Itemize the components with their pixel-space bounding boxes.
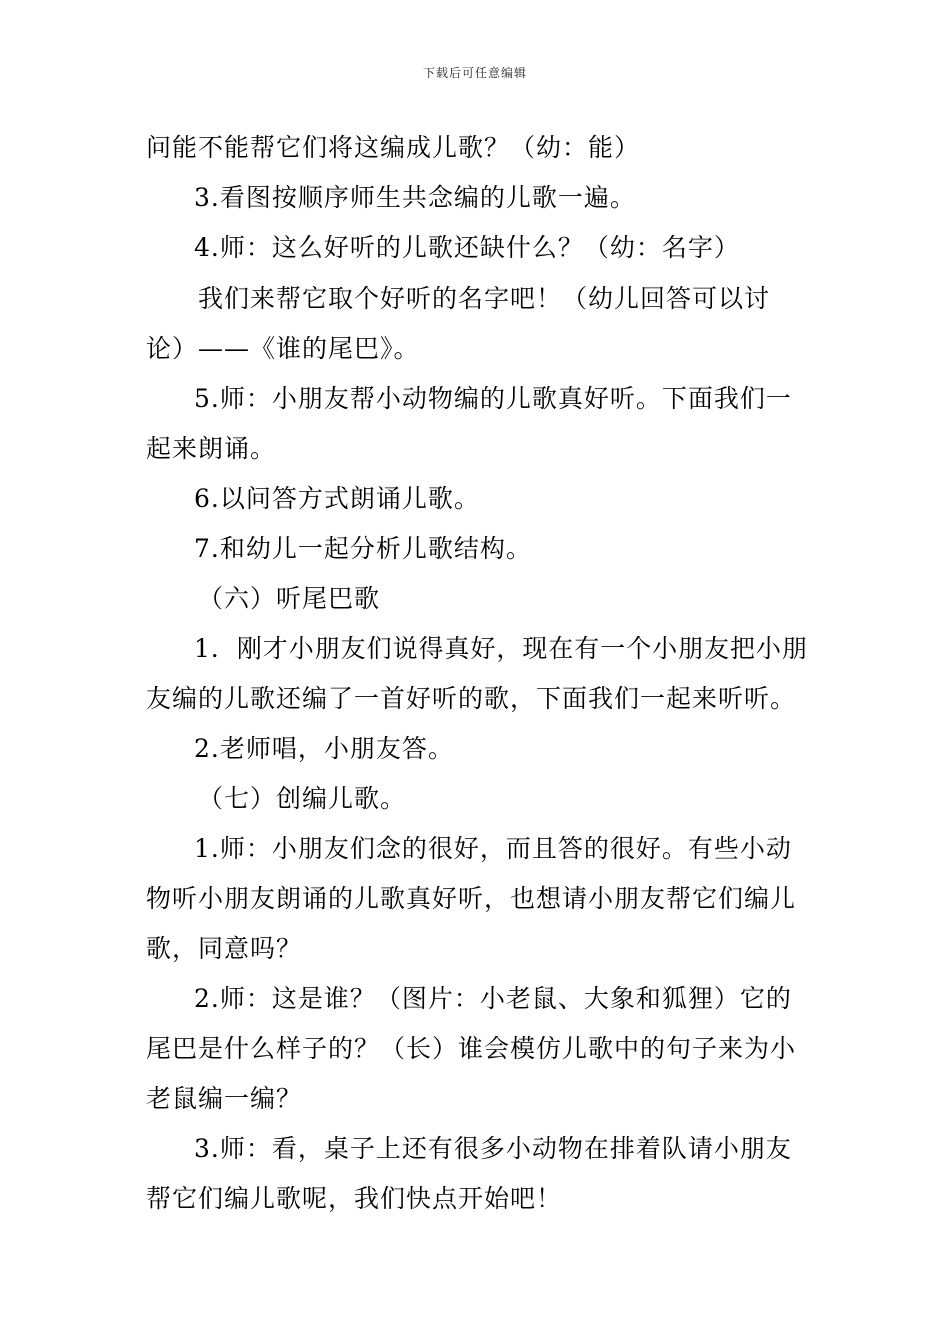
text-line: 2.师：这是谁？（图片：小老鼠、大象和狐狸）它的	[194, 984, 792, 1013]
page-header: 下载后可任意编辑	[422, 66, 527, 80]
text-line: 7.和幼儿一起分析儿歌结构。	[194, 534, 532, 563]
text-line: 论）——《谁的尾巴》。	[146, 334, 420, 363]
text-line: 3.看图按顺序师生共念编的儿歌一遍。	[194, 183, 636, 212]
text-line: 3.师：看，桌子上还有很多小动物在排着队请小朋友	[194, 1134, 792, 1163]
text-line: 友编的儿歌还编了一首好听的歌，下面我们一起来听听。	[146, 684, 797, 713]
text-line: 5.师：小朋友帮小动物编的儿歌真好听。下面我们一	[194, 384, 792, 413]
text-line: 2.老师唱，小朋友答。	[194, 734, 454, 763]
text-line: 歌，同意吗？	[146, 934, 303, 963]
text-line: 1.师：小朋友们念的很好，而且答的很好。有些小动	[194, 834, 792, 863]
text-line: 1．刚才小朋友们说得真好，现在有一个小朋友把小朋	[194, 634, 808, 663]
text-line: 尾巴是什么样子的？（长）谁会模仿儿歌中的句子来为小	[146, 1034, 797, 1063]
text-line: 6.以问答方式朗诵儿歌。	[194, 484, 480, 513]
text-line: 起来朗诵。	[146, 434, 277, 463]
section-heading: （六）听尾巴歌	[198, 584, 381, 613]
section-heading: （七）创编儿歌。	[198, 784, 407, 813]
text-line: 我们来帮它取个好听的名字吧！（幼儿回答可以讨	[198, 284, 771, 313]
text-line: 4.师：这么好听的儿歌还缺什么？（幼：名字）	[194, 233, 740, 262]
text-line: 老鼠编一编？	[146, 1084, 303, 1113]
text-line: 问能不能帮它们将这编成儿歌？（幼：能）	[146, 133, 641, 162]
text-line: 物听小朋友朗诵的儿歌真好听，也想请小朋友帮它们编儿	[146, 884, 797, 913]
text-line: 帮它们编儿歌呢，我们快点开始吧！	[146, 1184, 563, 1213]
